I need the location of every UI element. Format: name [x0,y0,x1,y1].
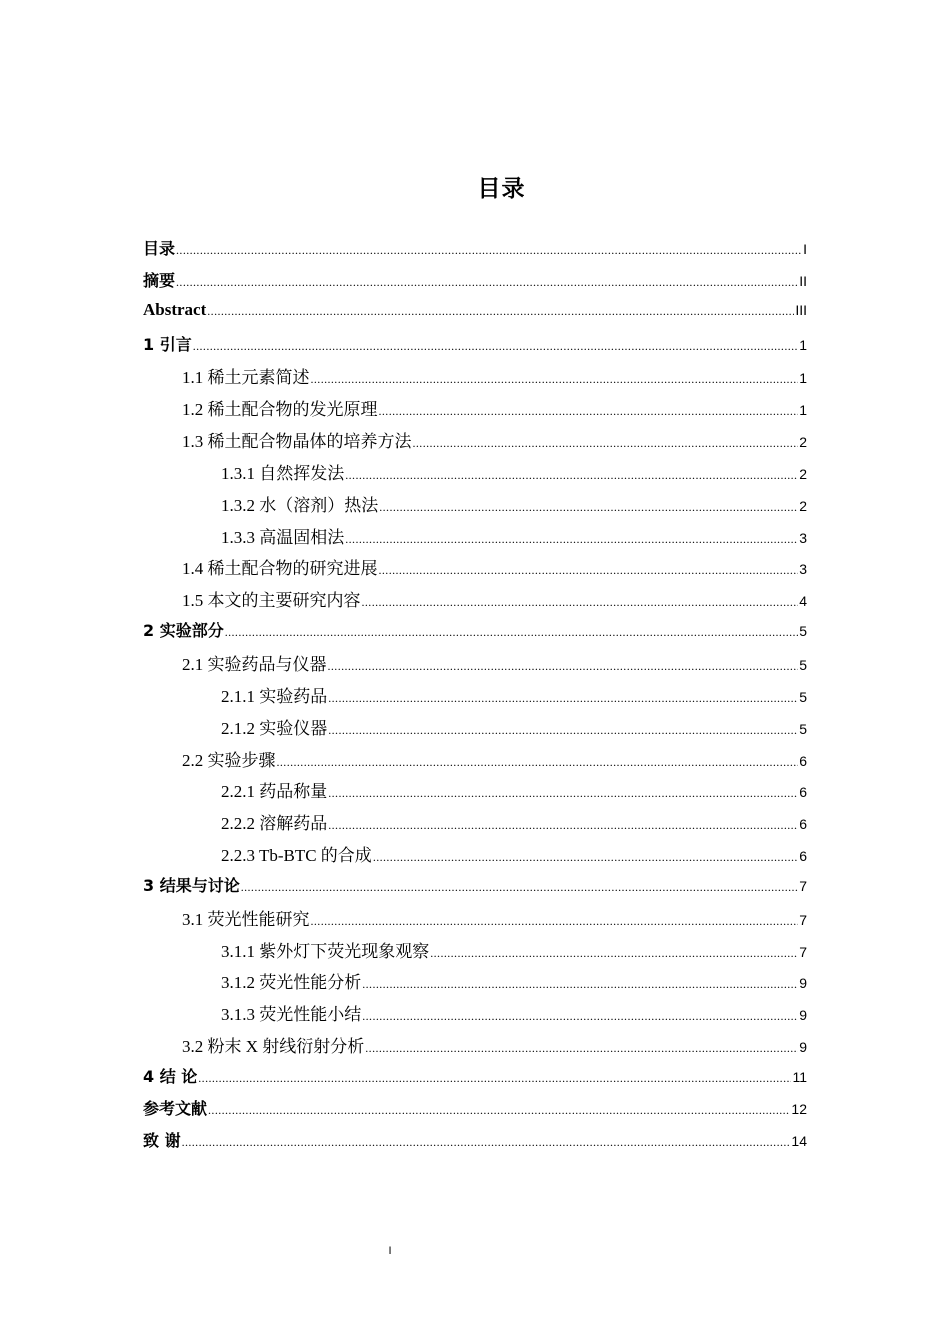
toc-entry-page: 5 [799,623,807,640]
toc-leader-dots [311,372,799,387]
toc-entry[interactable] [143,1096,807,1128]
toc-entry-label: 摘要 [143,270,176,290]
toc-entry-page: 1 [799,336,807,353]
toc-entry-page: 14 [791,1132,807,1149]
toc-entry[interactable] [143,523,807,555]
toc-leader-dots [241,880,798,895]
toc-leader-dots [207,304,794,319]
toc-entry[interactable] [143,395,807,427]
toc-leader-dots [365,1041,798,1056]
toc-entry-page: 6 [799,816,807,833]
toc-leader-dots [345,468,798,483]
toc-leader-dots [176,243,802,258]
toc-leader-dots [328,659,799,674]
toc-entry-label: 参考文献 [143,1098,208,1118]
toc-leader-dots [345,532,798,547]
toc-leader-dots [328,818,798,833]
toc-entry[interactable] [143,1128,807,1160]
toc-entry-page: 12 [791,1100,807,1117]
toc-entry-label: 2.2.2 溶解药品 [221,814,328,834]
toc-entry-page: 2 [799,434,807,451]
toc-entry-label: 1.1 稀土元素简述 [182,368,310,388]
toc-entry-label: 3.2 粉末 X 射线衍射分析 [182,1037,365,1057]
toc-entry[interactable] [143,459,807,491]
toc-entry[interactable] [143,491,807,523]
toc-entry[interactable] [143,300,807,332]
toc-entry[interactable] [143,1000,807,1032]
toc-entry[interactable] [143,905,807,937]
toc-entry-label: 1.2 稀土配合物的发光原理 [182,400,378,420]
toc-entry-label: 3.1 荧光性能研究 [182,909,310,929]
toc-entry-label: 2.2.1 药品称量 [221,782,328,802]
toc-entry-label: 3 结果与讨论 [143,875,240,895]
toc-leader-dots [176,275,798,290]
toc-leader-dots [328,691,798,706]
toc-leader-dots [379,563,799,578]
toc-leader-dots [430,946,798,961]
toc-leader-dots [311,914,799,929]
toc-leader-dots [193,339,798,354]
toc-entry[interactable] [143,1032,807,1064]
toc-entry[interactable] [143,332,807,364]
toc-entry[interactable] [143,363,807,395]
toc-entry-label: 1.3.1 自然挥发法 [221,463,345,483]
toc-leader-dots [328,786,798,801]
toc-leader-dots [225,625,798,640]
toc-entry-label: 1.5 本文的主要研究内容 [182,591,361,611]
toc-entry-label: 2.2 实验步骤 [182,750,276,770]
toc-entry-label: 致 谢 [143,1130,181,1150]
toc-entry-label: 2.1.1 实验药品 [221,686,328,706]
page-number-footer: I [388,1245,392,1257]
toc-entry-label: 3.1.3 荧光性能小结 [221,1005,362,1025]
toc-entry-page: III [795,301,807,318]
toc-entry-page: 6 [799,848,807,865]
toc-entry-label: 目录 [143,239,176,258]
toc-entry-label: 1.3.3 高温固相法 [221,527,345,547]
toc-entry-page: 7 [799,877,807,894]
toc-entry[interactable] [143,682,807,714]
toc-entry-page: 6 [799,752,807,769]
toc-entry-page: 3 [799,561,807,578]
toc-leader-dots [373,850,798,865]
toc-entry[interactable] [143,618,807,650]
toc-entry[interactable] [143,236,807,268]
toc-entry-page: 2 [799,497,807,514]
table-of-contents [143,236,807,1159]
toc-entry-page: 1 [799,402,807,419]
toc-entry[interactable] [143,809,807,841]
toc-entry[interactable] [143,554,807,586]
toc-entry[interactable] [143,427,807,459]
toc-leader-dots [362,595,799,610]
toc-entry-label: 2.2.3 Tb-BTC 的合成 [221,846,372,866]
toc-entry[interactable] [143,714,807,746]
toc-entry-page: 4 [799,593,807,610]
toc-entry-label: 1 引言 [143,334,192,354]
toc-entry-page: 6 [799,784,807,801]
toc-entry-page: 1 [799,370,807,387]
toc-entry-page: 11 [792,1068,807,1085]
page-title: 目录 [477,176,526,202]
toc-leader-dots [182,1135,791,1150]
toc-leader-dots [362,977,798,992]
toc-entry-page: 9 [799,1039,807,1056]
toc-entry-label: 4 结 论 [143,1066,198,1086]
toc-entry-page: 7 [799,911,807,928]
toc-entry-page: 5 [799,720,807,737]
toc-leader-dots [198,1071,791,1086]
toc-entry[interactable] [143,841,807,873]
toc-leader-dots [379,500,798,515]
toc-entry[interactable] [143,873,807,905]
toc-leader-dots [413,436,799,451]
toc-leader-dots [277,755,799,770]
toc-entry-label: 3.1.2 荧光性能分析 [221,973,362,993]
toc-leader-dots [379,404,799,419]
toc-entry[interactable] [143,777,807,809]
toc-leader-dots [328,723,798,738]
toc-entry-page: 5 [799,688,807,705]
toc-entry[interactable] [143,268,807,300]
toc-entry-page: 2 [799,465,807,482]
toc-entry[interactable] [143,650,807,682]
toc-entry-page: II [799,272,807,289]
toc-entry-page: I [803,241,807,257]
toc-entry-label: Abstract [143,299,207,319]
toc-leader-dots [208,1103,790,1118]
toc-entry[interactable] [143,937,807,969]
toc-entry-page: 7 [799,943,807,960]
toc-entry[interactable] [143,746,807,778]
toc-entry-label: 2 实验部分 [143,621,224,641]
toc-entry-label: 2.1.2 实验仪器 [221,718,328,738]
toc-entry-label: 1.4 稀土配合物的研究进展 [182,559,378,579]
toc-entry-page: 3 [799,529,807,546]
toc-entry-page: 9 [799,1007,807,1024]
toc-entry[interactable] [143,1064,807,1096]
toc-entry-page: 5 [799,656,807,673]
toc-entry[interactable] [143,968,807,1000]
toc-entry-label: 3.1.1 紫外灯下荧光现象观察 [221,941,430,961]
toc-entry[interactable] [143,586,807,618]
toc-leader-dots [362,1009,798,1024]
toc-entry-page: 9 [799,975,807,992]
toc-entry-label: 2.1 实验药品与仪器 [182,654,327,674]
toc-entry-label: 1.3 稀土配合物晶体的培养方法 [182,432,412,452]
toc-entry-label: 1.3.2 水（溶剂）热法 [221,495,379,515]
